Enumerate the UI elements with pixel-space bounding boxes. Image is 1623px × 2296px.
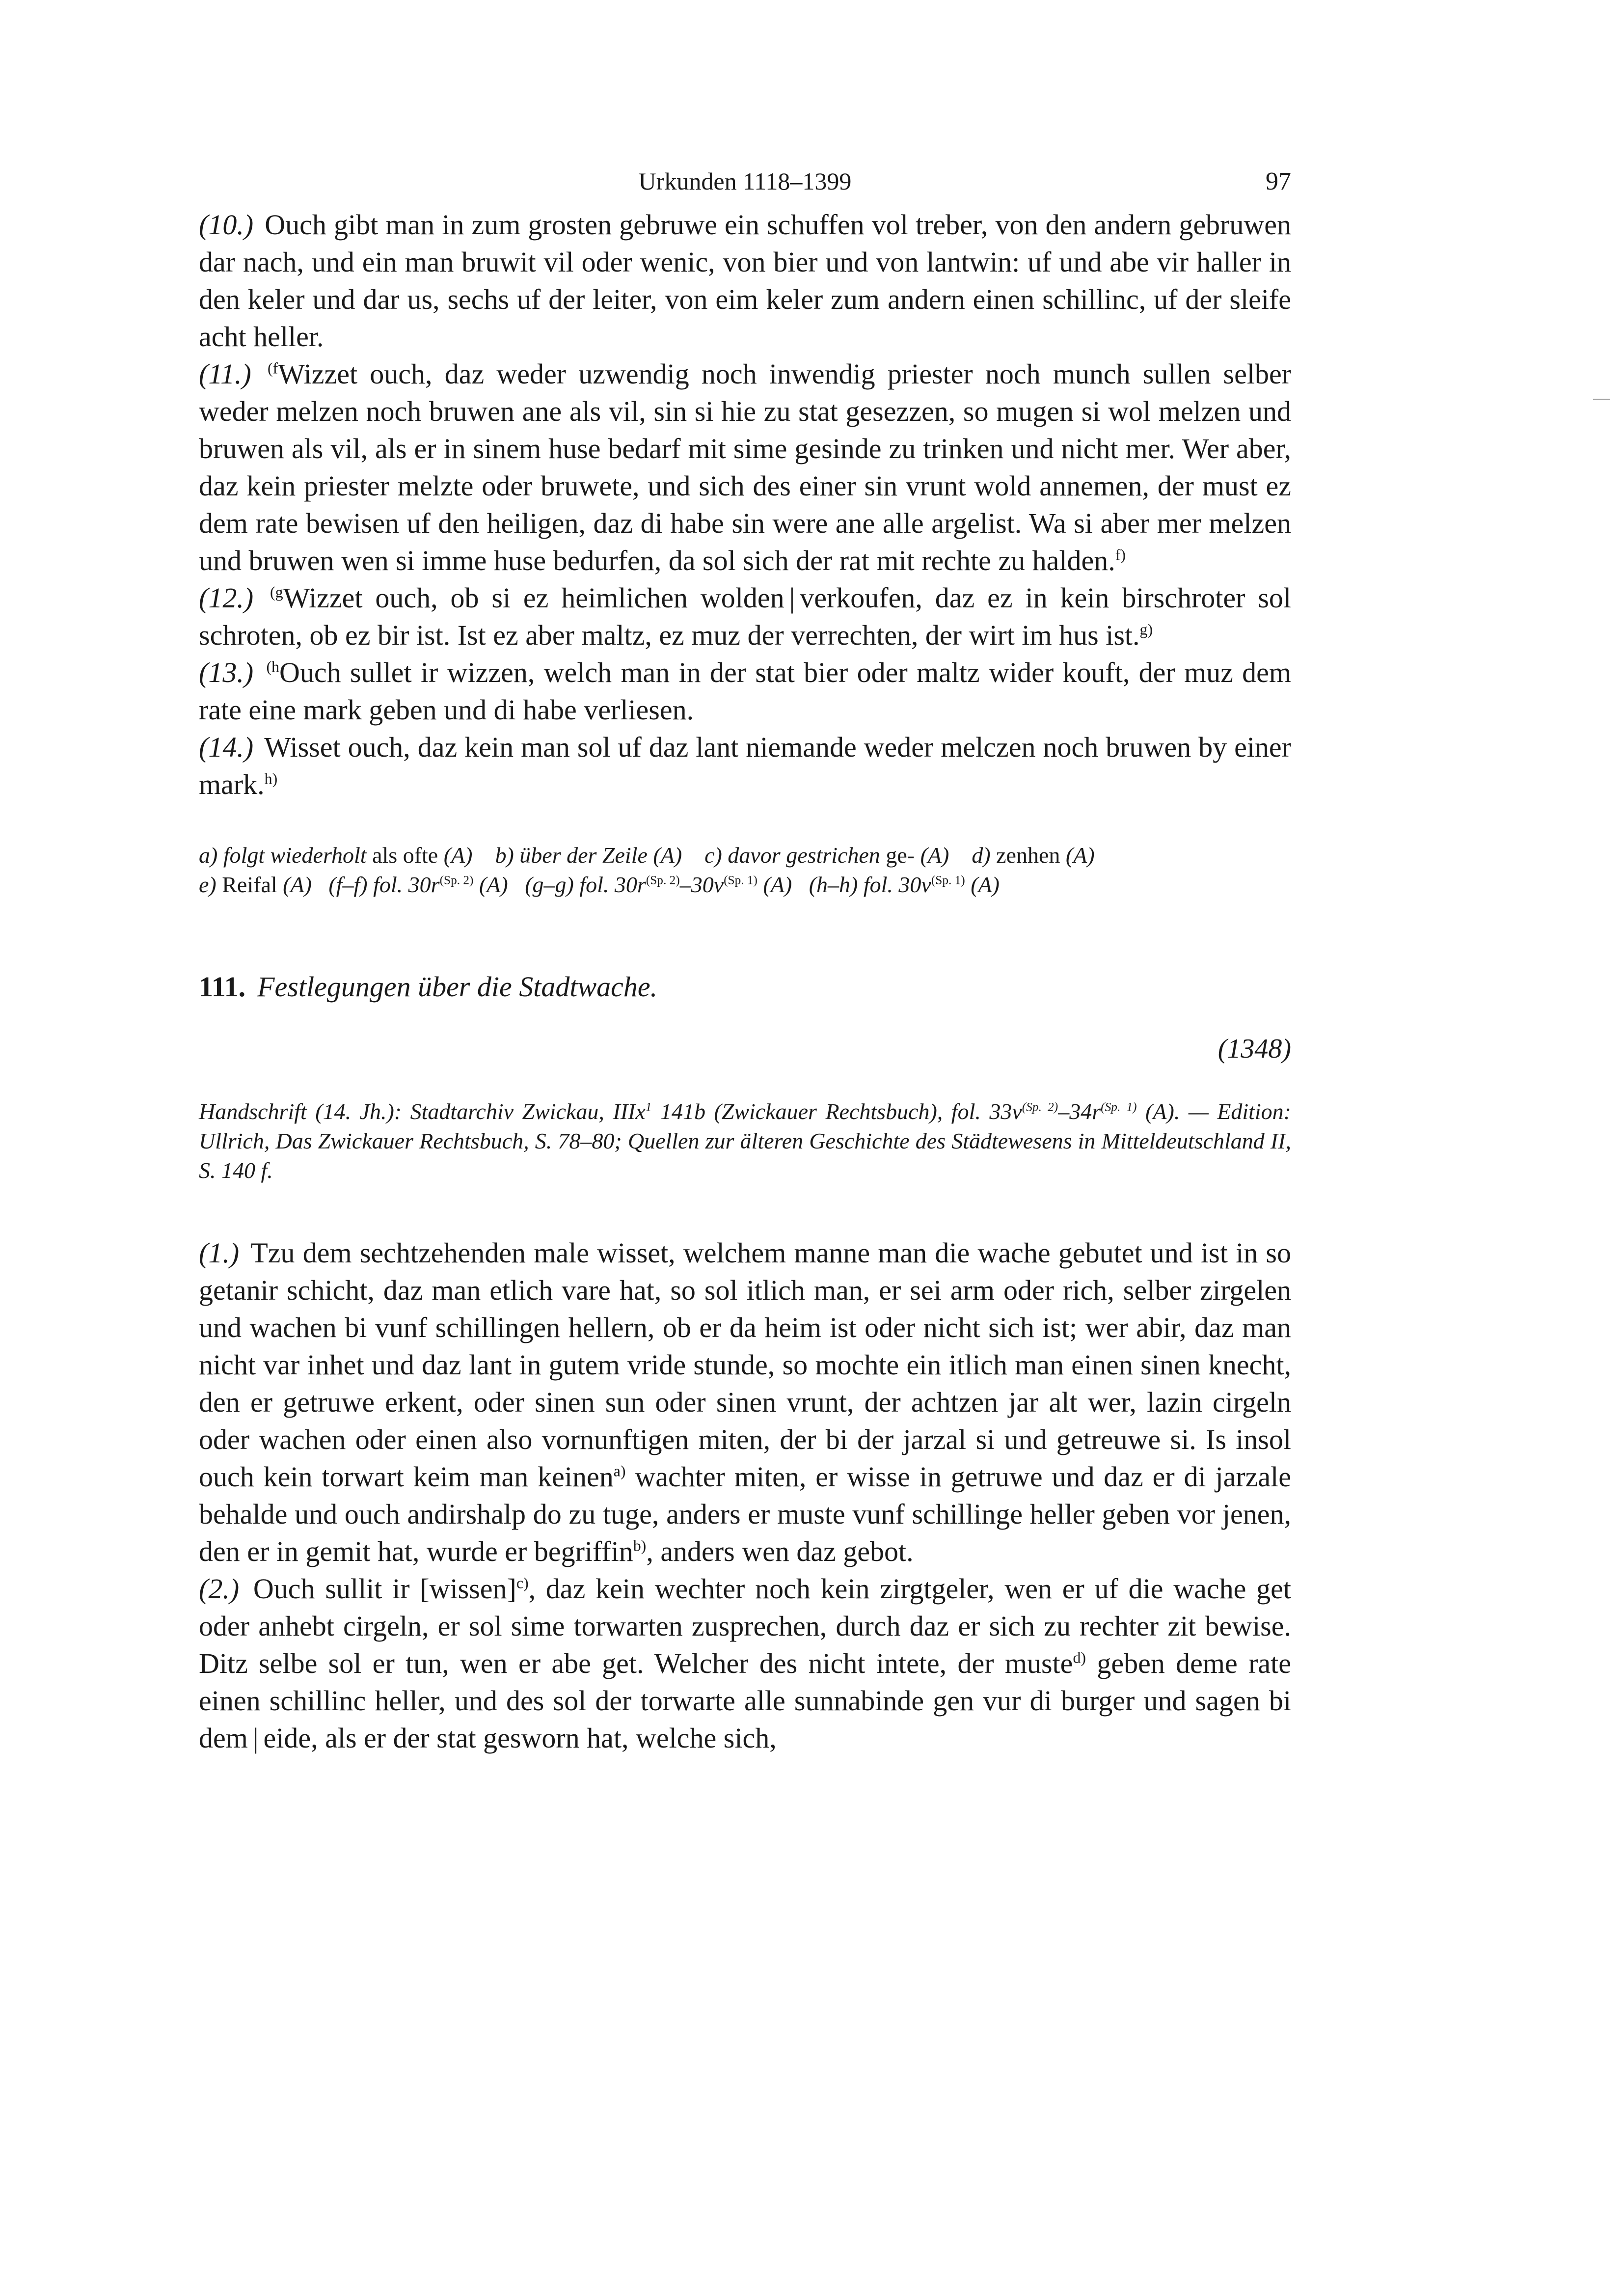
footnote-close-g: g) [1139, 621, 1153, 638]
source-text: (A). — Edition: Ullrich, Das Zwickauer Rechtsbuch, S. 78–80; Quellen zur älteren Geschichte des Städtewesens in Mitteldeutschland II, S. 140 f. [199, 1099, 1291, 1183]
footnote-ref-d: d) [1073, 1649, 1086, 1667]
paragraph-text: wachter miten, er wisse in getruwe und daz er di jarzale behalde und ouch andirshalp do zu tuge, anders er muste vunf schillinge heller geben vor jenen, den er in gemit hat, wurde er begriffin [199, 1461, 1291, 1567]
note-g-siglum: (A) [763, 872, 792, 897]
note-a-siglum: (A) [443, 843, 473, 868]
paragraph-text: verkoufen, daz ez in kein birschroter sol schroten, ob ez bir ist. Ist ez aber maltz, ez muz der verrechten, der wirt im hus ist. [199, 582, 1292, 651]
page-break-marker: | [789, 582, 795, 614]
paragraph-12 [199, 579, 1291, 654]
paragraph-10 [199, 206, 1291, 355]
paragraph-number: (11.) [199, 358, 251, 390]
paragraph-11 [199, 355, 1291, 579]
paragraph-13 [199, 654, 1291, 729]
paragraph-number: (2.) [199, 1573, 240, 1605]
note-g-label: (g–g) fol. 30r [525, 872, 646, 897]
note-g-column-2: (Sp. 1) [724, 873, 757, 887]
note-a-label: a) folgt wiederholt [199, 843, 367, 868]
note-e-label: e) [199, 872, 216, 897]
source-text: Handschrift (14. Jh.): Stadtarchiv Zwickau, IIIx [199, 1099, 646, 1124]
paragraph-text: Ouch sullit ir [wissen] [253, 1573, 516, 1605]
paragraph-number: (13.) [199, 656, 254, 688]
footnote-close-f: f) [1115, 546, 1126, 564]
footnote-open-g: (g [270, 583, 283, 601]
page [199, 167, 1291, 1757]
note-h-siglum: (A) [971, 872, 1000, 897]
page-number: 97 [1266, 167, 1291, 195]
source-note [199, 1097, 1291, 1185]
footnote-close-h: h) [264, 770, 278, 788]
note-c-text: ge- [886, 843, 915, 868]
footnote-ref-b: b) [633, 1537, 647, 1555]
paragraph-text: geben deme rate einen schillinc heller, und des sol der torwarte alle sunnabinde gen vur di burger und sagen bi dem [199, 1647, 1292, 1754]
note-c-label: c) davor gestrichen [704, 843, 880, 868]
document-title: Festlegungen über die Stadtwache. [257, 971, 658, 1003]
paragraph-text: Wizzet ouch, ob si ez heimlichen wolden [283, 582, 784, 614]
note-b: b) über der Zeile (A) [495, 843, 682, 868]
note-g-column-1: (Sp. 2) [646, 873, 680, 887]
paragraph-text: , daz kein wechter noch kein zirgtgeler, wen er uf die wache get oder anhebt cirgeln, er sol sime torwarten zusprechen, durch daz er sich zu rechter zit bewise. Ditz selbe sol er tun, wen er abe get. Welcher des nicht intete, der muste [199, 1573, 1292, 1679]
source-superscript: (Sp. 1) [1101, 1100, 1137, 1114]
paragraph-14 [199, 729, 1291, 803]
paragraph-text: eide, als er der stat gesworn hat, welche sich, [263, 1722, 777, 1754]
paragraph-2 [199, 1570, 1291, 1757]
paragraph-number: (10.) [199, 209, 254, 241]
source-text: 141b (Zwickauer Rechtsbuch), fol. 33v [660, 1099, 1022, 1124]
document-body [199, 1234, 1291, 1757]
paragraph-number: (12.) [199, 582, 254, 614]
note-f-label: (f–f) fol. 30r [328, 872, 440, 897]
footnotes-line-1 [199, 841, 1291, 870]
note-e-text: Reifal [222, 872, 277, 897]
running-title: Urkunden 1118–1399 [638, 167, 852, 195]
footnote-ref-c: c) [516, 1574, 529, 1592]
footnote-ref-a: a) [613, 1462, 626, 1480]
margin-mark [1593, 399, 1610, 400]
paragraph-1 [199, 1234, 1291, 1570]
footnotes-line-2 [199, 870, 1291, 900]
note-h-label: (h–h) fol. 30v [809, 872, 931, 897]
paragraph-number: (1.) [199, 1237, 240, 1269]
note-f-column: (Sp. 2) [439, 873, 474, 887]
source-superscript: 1 [645, 1100, 652, 1114]
footnote-open-h: (h [266, 658, 280, 676]
note-c-siglum: (A) [920, 843, 949, 868]
paragraph-text: Ouch gibt man in zum grosten gebruwe ein schuffen vol treber, von den andern gebruwen dar nach, und ein man bruwit vil oder wenic, von bier und von lantwin: uf und abe vir haller in den keler und dar us, sechs uf der leiter, von eim keler zum andern einen schillinc, uf der sleife acht heller. [199, 209, 1291, 353]
page-break-marker: | [252, 1722, 259, 1754]
note-h-column: (Sp. 1) [931, 873, 965, 887]
note-g-range: –30v [679, 872, 724, 897]
document-number: 111. [199, 971, 246, 1003]
paragraph-number: (14.) [199, 731, 254, 763]
paragraph-text: Ouch sullet ir wizzen, welch man in der stat bier oder maltz wider kouft, der muz dem rate eine mark geben und di habe verliesen. [199, 656, 1291, 726]
document-heading [199, 968, 1291, 1006]
document-date: (1348) [1217, 1034, 1291, 1064]
paragraph-text: , anders wen daz gebot. [646, 1535, 914, 1567]
note-d-label: d) [972, 843, 991, 868]
source-superscript: (Sp. 2) [1022, 1100, 1058, 1114]
note-d-siglum: (A) [1065, 843, 1095, 868]
paragraph-text: Wisset ouch, daz kein man sol uf daz lant niemande weder melczen noch bruwen by einer mark. [199, 731, 1291, 800]
footnotes [199, 841, 1291, 900]
source-text: –34r [1058, 1099, 1101, 1124]
note-a-text: als ofte [372, 843, 438, 868]
note-e-siglum: (A) [283, 872, 312, 897]
note-f-siglum: (A) [479, 872, 508, 897]
footnote-open-f: (f [268, 359, 278, 377]
paragraph-text: Wizzet ouch, daz weder uzwendig noch inwendig priester noch munch sullen selber weder melzen noch bruwen ane als vil, sin si hie zu stat gesezzen, so mugen si wol melzen und bruwen als vil, als er in sinem huse bedarf mit sime gesinde zu trinken und nicht mer. Wer aber, daz kein priester melzte oder bruwete, und sich des einer sin vrunt wold annemen, der must ez dem rate bewisen uf den heiligen, daz di habe sin were ane alle argelist. Wa si aber mer melzen und bruwen wen si imme huse bedurfen, da sol sich der rat mit rechte zu halden. [199, 358, 1291, 576]
note-d-text: zenhen [996, 843, 1060, 868]
page-header [199, 167, 1291, 206]
paragraph-text: Tzu dem sechtzehenden male wisset, welchem manne man die wache gebutet und ist in so getanir schicht, daz man etlich vare hat, so sol itlich man, er sei arm oder rich, selber zirgelen und wachen bi vunf schillingen hellern, ob er da heim ist oder nicht sich ist; wer abir, daz man nicht var inhet und daz lant in gutem vride stunde, so mochte ein itlich man einen sinen knecht, den er getruwe erkent, oder sinen sun oder sinen vrunt, der achtzen jar alt wer, lazin cirgeln oder wachen oder einen also vornunftigen miten, der bi der jarzal si und getreuwe si. Is insol ouch kein torwart keim man keinen [199, 1237, 1292, 1493]
